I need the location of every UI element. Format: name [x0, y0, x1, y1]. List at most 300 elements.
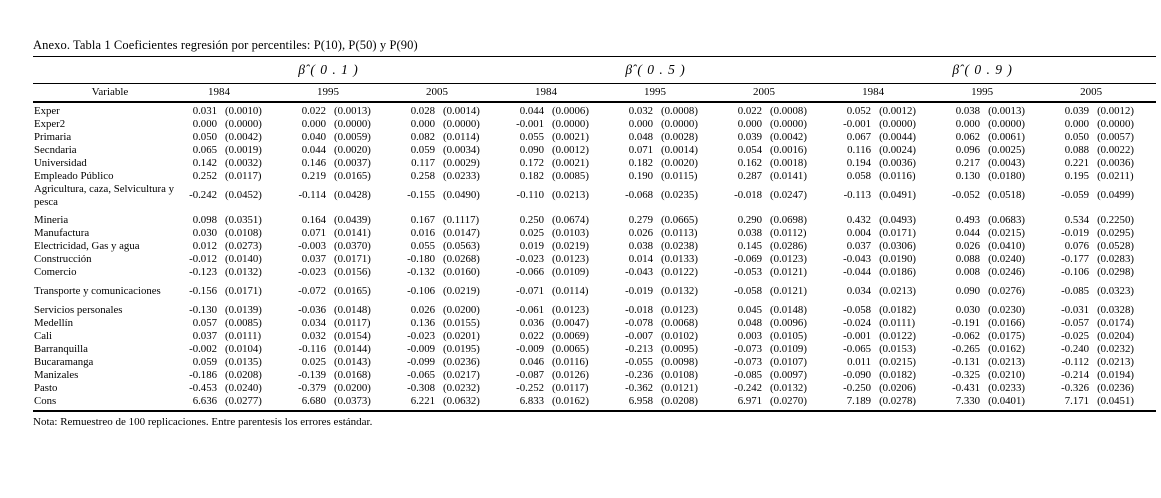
stderr-value: (0.0168) [334, 369, 371, 381]
value-pair [284, 382, 393, 395]
value-pair [393, 395, 502, 408]
stderr-value: (0.0328) [1097, 304, 1134, 316]
value-cell [284, 382, 393, 395]
coefficient-value: 6.636 [192, 395, 217, 407]
value-pair [611, 356, 720, 369]
value-cell [175, 266, 284, 279]
coefficient-value: 0.000 [628, 118, 654, 130]
value-pair [611, 395, 720, 408]
stderr-value: (0.0117) [225, 170, 262, 182]
value-cell [938, 330, 1047, 343]
value-cell [611, 118, 720, 131]
value-pair [938, 240, 1047, 253]
value-cell [1047, 131, 1156, 144]
coefficient-value: 0.016 [410, 227, 435, 239]
coefficient-value: 0.000 [1064, 118, 1090, 130]
coefficient-value: 0.136 [410, 317, 435, 329]
value-pair [938, 395, 1047, 408]
stderr-value: (0.0143) [334, 356, 371, 368]
stderr-value: (0.0217) [443, 369, 480, 381]
value-cell [829, 118, 938, 131]
value-cell [1047, 102, 1156, 118]
stderr-value: (0.0166) [988, 317, 1025, 329]
value-cell [829, 102, 938, 118]
value-cell [502, 131, 611, 144]
value-cell [1047, 183, 1156, 208]
coefficient-value: -0.265 [952, 343, 981, 355]
stderr-value: (0.0204) [1097, 330, 1134, 342]
value-cell [720, 369, 829, 382]
stderr-value: (0.0171) [334, 253, 371, 265]
stderr-value: (0.0283) [1097, 253, 1134, 265]
value-cell [393, 240, 502, 253]
value-cell [611, 356, 720, 369]
value-pair [502, 118, 611, 131]
coefficient-value: -0.057 [1061, 317, 1090, 329]
stderr-value: (0.0286) [770, 240, 807, 252]
year-header-b01-1995: 1995 [284, 84, 393, 103]
stderr-value: (0.0665) [661, 214, 698, 226]
stderr-value: (0.0232) [1097, 343, 1134, 355]
group-header-b01: β̂ ( 0 . 1 ) [175, 57, 502, 84]
value-pair [1047, 356, 1156, 369]
value-cell [393, 183, 502, 208]
stderr-value: (0.0034) [443, 144, 480, 156]
value-cell [393, 214, 502, 227]
coefficient-value: -0.139 [298, 369, 326, 381]
value-pair [829, 170, 938, 183]
value-pair [502, 253, 611, 266]
coefficient-value: 0.090 [955, 285, 981, 297]
year-header-b01-1984: 1984 [175, 84, 284, 103]
value-pair [938, 170, 1047, 183]
value-cell [393, 356, 502, 369]
value-pair [393, 317, 502, 330]
stderr-value: (0.0085) [552, 170, 589, 182]
value-pair [284, 395, 393, 408]
value-pair [175, 170, 284, 183]
value-pair [720, 144, 829, 157]
coefficient-value: 0.003 [737, 330, 763, 342]
value-cell [829, 395, 938, 411]
value-cell [393, 253, 502, 266]
coefficient-value: -0.001 [516, 118, 545, 130]
value-pair [502, 266, 611, 279]
value-cell [175, 382, 284, 395]
coefficient-value: -0.058 [843, 304, 872, 316]
stderr-value: (0.0401) [988, 395, 1025, 407]
value-cell [284, 369, 393, 382]
value-pair [175, 382, 284, 395]
value-cell [829, 343, 938, 356]
year-header-b05-2005: 2005 [720, 84, 829, 103]
value-pair [502, 157, 611, 170]
value-pair [393, 382, 502, 395]
stderr-value: (0.0175) [988, 330, 1025, 342]
coefficient-value: 0.000 [410, 118, 435, 130]
coefficient-value: 6.680 [301, 395, 326, 407]
value-cell [611, 214, 720, 227]
value-pair [502, 144, 611, 157]
value-pair [393, 144, 502, 157]
coefficient-value: 0.117 [411, 157, 435, 169]
value-cell [502, 395, 611, 411]
value-pair [829, 240, 938, 253]
value-cell [611, 317, 720, 330]
value-pair [284, 131, 393, 144]
coefficient-value: -0.043 [625, 266, 654, 278]
value-cell [284, 343, 393, 356]
coefficient-value: -0.024 [843, 317, 872, 329]
value-pair [611, 285, 720, 298]
value-cell [829, 227, 938, 240]
value-cell [175, 170, 284, 183]
value-cell [611, 343, 720, 356]
variable-label: Universidad [34, 157, 87, 170]
value-pair [829, 285, 938, 298]
value-cell [1047, 304, 1156, 317]
value-pair [175, 189, 284, 202]
value-pair [938, 189, 1047, 202]
stderr-value: (0.0012) [552, 144, 589, 156]
value-cell [502, 317, 611, 330]
value-cell [720, 285, 829, 298]
value-cell [284, 253, 393, 266]
coefficient-value: -0.023 [298, 266, 326, 278]
coefficient-value: -0.116 [298, 343, 326, 355]
stderr-value: (0.0111) [225, 330, 262, 342]
value-pair [720, 240, 829, 253]
value-cell [175, 118, 284, 131]
stderr-value: (0.0037) [334, 157, 371, 169]
coefficient-value: 0.055 [410, 240, 435, 252]
value-pair [720, 170, 829, 183]
stderr-value: (0.0147) [443, 227, 480, 239]
stderr-value: (0.0148) [770, 304, 807, 316]
value-cell [611, 266, 720, 279]
stderr-value: (0.0095) [661, 343, 698, 355]
stderr-value: (0.0246) [988, 266, 1025, 278]
coefficient-value: -0.186 [189, 369, 217, 381]
value-cell [1047, 214, 1156, 227]
stderr-value: (0.0115) [661, 170, 698, 182]
stderr-value: (0.0113) [661, 227, 698, 239]
value-cell [829, 214, 938, 227]
value-pair [284, 189, 393, 202]
stderr-value: (0.0683) [988, 214, 1025, 226]
value-cell [502, 266, 611, 279]
value-pair [502, 330, 611, 343]
year-header-b09-1984: 1984 [829, 84, 938, 103]
value-pair [611, 144, 720, 157]
value-cell [175, 240, 284, 253]
stderr-value: (0.0491) [879, 189, 916, 201]
coefficient-value: 6.833 [519, 395, 545, 407]
value-pair [611, 317, 720, 330]
value-cell [938, 227, 1047, 240]
value-cell [1047, 144, 1156, 157]
value-cell [1047, 266, 1156, 279]
value-cell [175, 330, 284, 343]
coefficient-value: -0.012 [189, 253, 217, 265]
stderr-value: (0.0000) [770, 118, 807, 130]
value-pair [393, 356, 502, 369]
stderr-value: (0.0180) [988, 170, 1025, 182]
value-cell [393, 285, 502, 298]
coefficient-value: 0.142 [192, 157, 217, 169]
value-cell [393, 382, 502, 395]
value-pair [611, 369, 720, 382]
stderr-value: (0.0174) [1097, 317, 1134, 329]
value-cell [502, 183, 611, 208]
value-cell [829, 317, 938, 330]
stderr-value: (0.0069) [552, 330, 589, 342]
year-header-b09-1995: 1995 [938, 84, 1047, 103]
value-pair [393, 214, 502, 227]
value-cell [502, 102, 611, 118]
stderr-value: (0.0373) [334, 395, 371, 407]
coefficient-value: -0.009 [516, 343, 545, 355]
stderr-value: (0.0439) [334, 214, 371, 226]
value-cell [1047, 170, 1156, 183]
coefficients-table [33, 56, 1156, 412]
stderr-value: (0.0190) [879, 253, 916, 265]
stderr-value: (0.0061) [988, 131, 1025, 143]
group-header-b09: β̂ ( 0 . 9 ) [829, 57, 1156, 84]
coefficient-value: 0.039 [1064, 105, 1090, 117]
stderr-value: (0.0171) [225, 285, 262, 297]
coefficient-value: -0.085 [734, 369, 763, 381]
coefficient-value: -0.113 [843, 189, 872, 201]
stderr-value: (0.0154) [334, 330, 371, 342]
coefficient-value: -0.019 [1061, 227, 1090, 239]
value-pair [720, 356, 829, 369]
value-pair [720, 131, 829, 144]
value-cell [829, 170, 938, 183]
value-cell [829, 183, 938, 208]
stderr-value: (0.0000) [225, 118, 262, 130]
coefficient-value: 0.167 [410, 214, 435, 226]
value-pair [284, 356, 393, 369]
value-pair [502, 382, 611, 395]
stderr-value: (0.0012) [1097, 105, 1134, 117]
stderr-value: (0.0024) [879, 144, 916, 156]
value-cell [611, 304, 720, 317]
table-row [33, 131, 1156, 144]
value-cell [393, 266, 502, 279]
coefficient-value: 0.219 [301, 170, 326, 182]
coefficient-value: -0.003 [298, 240, 326, 252]
coefficient-value: 0.034 [846, 285, 872, 297]
table-row [33, 157, 1156, 170]
coefficient-value: 0.022 [519, 330, 545, 342]
value-pair [1047, 317, 1156, 330]
value-cell [720, 356, 829, 369]
coefficient-value: -0.240 [1061, 343, 1090, 355]
value-cell [284, 131, 393, 144]
stderr-value: (0.0277) [225, 395, 262, 407]
table-row [33, 304, 1156, 317]
value-cell [938, 118, 1047, 131]
value-pair [829, 343, 938, 356]
value-pair [938, 131, 1047, 144]
value-cell [611, 395, 720, 411]
value-pair [829, 189, 938, 202]
value-pair [720, 227, 829, 240]
coefficient-value: -0.099 [407, 356, 435, 368]
stderr-value: (0.0109) [552, 266, 589, 278]
stderr-value: (0.0278) [879, 395, 916, 407]
value-pair [175, 118, 284, 131]
coefficient-value: 0.059 [192, 356, 217, 368]
value-cell [720, 157, 829, 170]
table-row [33, 144, 1156, 157]
value-pair [938, 382, 1047, 395]
value-pair [1047, 330, 1156, 343]
coefficient-value: 0.250 [519, 214, 545, 226]
value-cell [829, 369, 938, 382]
stderr-value: (0.0139) [225, 304, 262, 316]
variable-label: Medellín [34, 317, 73, 330]
value-cell [1047, 330, 1156, 343]
value-cell [502, 285, 611, 298]
stderr-value: (0.0133) [661, 253, 698, 265]
value-pair [1047, 382, 1156, 395]
value-pair [938, 285, 1047, 298]
value-cell [611, 227, 720, 240]
value-pair [1047, 144, 1156, 157]
coefficient-value: -0.053 [734, 266, 763, 278]
value-cell [502, 240, 611, 253]
value-cell [720, 144, 829, 157]
stderr-value: (0.0186) [879, 266, 916, 278]
stderr-value: (0.0042) [770, 131, 807, 143]
stderr-value: (0.0000) [988, 118, 1025, 130]
variable-label: Exper [34, 105, 60, 118]
value-cell [611, 240, 720, 253]
coefficient-value: 0.011 [847, 356, 872, 368]
variable-label: Transporte y comunicaciones [34, 285, 161, 298]
stderr-value: (0.0006) [552, 105, 589, 117]
table-row [33, 382, 1156, 395]
stderr-value: (0.0021) [552, 157, 589, 169]
stderr-value: (0.0499) [1097, 189, 1134, 201]
stderr-value: (0.0117) [552, 382, 589, 394]
stderr-value: (0.0208) [225, 369, 262, 381]
coefficient-value: -0.325 [952, 369, 981, 381]
coefficient-value: -0.025 [1061, 330, 1090, 342]
value-cell [938, 343, 1047, 356]
value-pair [175, 395, 284, 408]
value-pair [829, 356, 938, 369]
value-pair [720, 304, 829, 317]
coefficient-value: -0.214 [1061, 369, 1090, 381]
stderr-value: (0.0108) [225, 227, 262, 239]
stderr-value: (0.0140) [225, 253, 262, 265]
coefficient-value: -0.055 [625, 356, 654, 368]
stderr-value: (0.0123) [552, 304, 589, 316]
coefficient-value: 0.004 [846, 227, 872, 239]
value-pair [502, 240, 611, 253]
stderr-value: (0.0132) [225, 266, 262, 278]
value-pair [175, 317, 284, 330]
value-cell [829, 266, 938, 279]
table-row [33, 214, 1156, 227]
coefficient-value: -0.123 [189, 266, 217, 278]
stderr-value: (0.0235) [661, 189, 698, 201]
coefficient-value: 0.050 [1064, 131, 1090, 143]
stderr-value: (0.0108) [661, 369, 698, 381]
variable-label: Mineria [34, 214, 69, 227]
coefficient-value: -0.059 [1061, 189, 1090, 201]
value-cell [284, 266, 393, 279]
stderr-value: (0.0121) [770, 285, 807, 297]
value-pair [502, 189, 611, 202]
value-cell [175, 183, 284, 208]
value-cell [175, 102, 284, 118]
coefficient-value: 0.182 [519, 170, 545, 182]
value-cell [284, 356, 393, 369]
coefficient-value: 0.534 [1064, 214, 1090, 226]
value-cell [284, 144, 393, 157]
value-pair [284, 369, 393, 382]
stderr-value: (0.0211) [1097, 170, 1134, 182]
value-cell [284, 102, 393, 118]
value-pair [284, 266, 393, 279]
value-pair [502, 395, 611, 408]
value-cell [284, 395, 393, 411]
stderr-value: (0.0410) [988, 240, 1025, 252]
stderr-value: (0.0116) [879, 170, 916, 182]
value-pair [1047, 105, 1156, 118]
coefficient-value: -0.023 [407, 330, 435, 342]
stderr-value: (0.0156) [334, 266, 371, 278]
value-pair [502, 343, 611, 356]
coefficient-value: 0.190 [628, 170, 654, 182]
value-pair [1047, 369, 1156, 382]
value-cell [720, 317, 829, 330]
coefficient-value: 0.071 [301, 227, 326, 239]
value-pair [611, 266, 720, 279]
coefficient-value: -0.066 [516, 266, 545, 278]
coefficient-value: -0.002 [189, 343, 217, 355]
value-cell [284, 183, 393, 208]
stderr-value: (0.0213) [879, 285, 916, 297]
stderr-value: (0.0208) [661, 395, 698, 407]
value-pair [611, 343, 720, 356]
value-pair [720, 214, 829, 227]
value-cell [175, 285, 284, 298]
coefficient-value: 0.090 [519, 144, 545, 156]
stderr-value: (0.0674) [552, 214, 589, 226]
value-cell [938, 266, 1047, 279]
variable-label: Cons [34, 395, 57, 408]
coefficient-value: -0.106 [1061, 266, 1090, 278]
value-pair [1047, 170, 1156, 183]
stderr-value: (0.0165) [334, 170, 371, 182]
value-pair [502, 214, 611, 227]
stderr-value: (0.0563) [443, 240, 480, 252]
value-pair [829, 227, 938, 240]
value-pair [175, 369, 284, 382]
coefficient-value: -0.112 [1061, 356, 1090, 368]
coefficient-value: 0.145 [737, 240, 763, 252]
stderr-value: (0.0295) [1097, 227, 1134, 239]
stderr-value: (0.0182) [879, 304, 916, 316]
coefficient-value: 0.044 [519, 105, 545, 117]
coefficient-value: 0.008 [955, 266, 981, 278]
value-pair [938, 343, 1047, 356]
